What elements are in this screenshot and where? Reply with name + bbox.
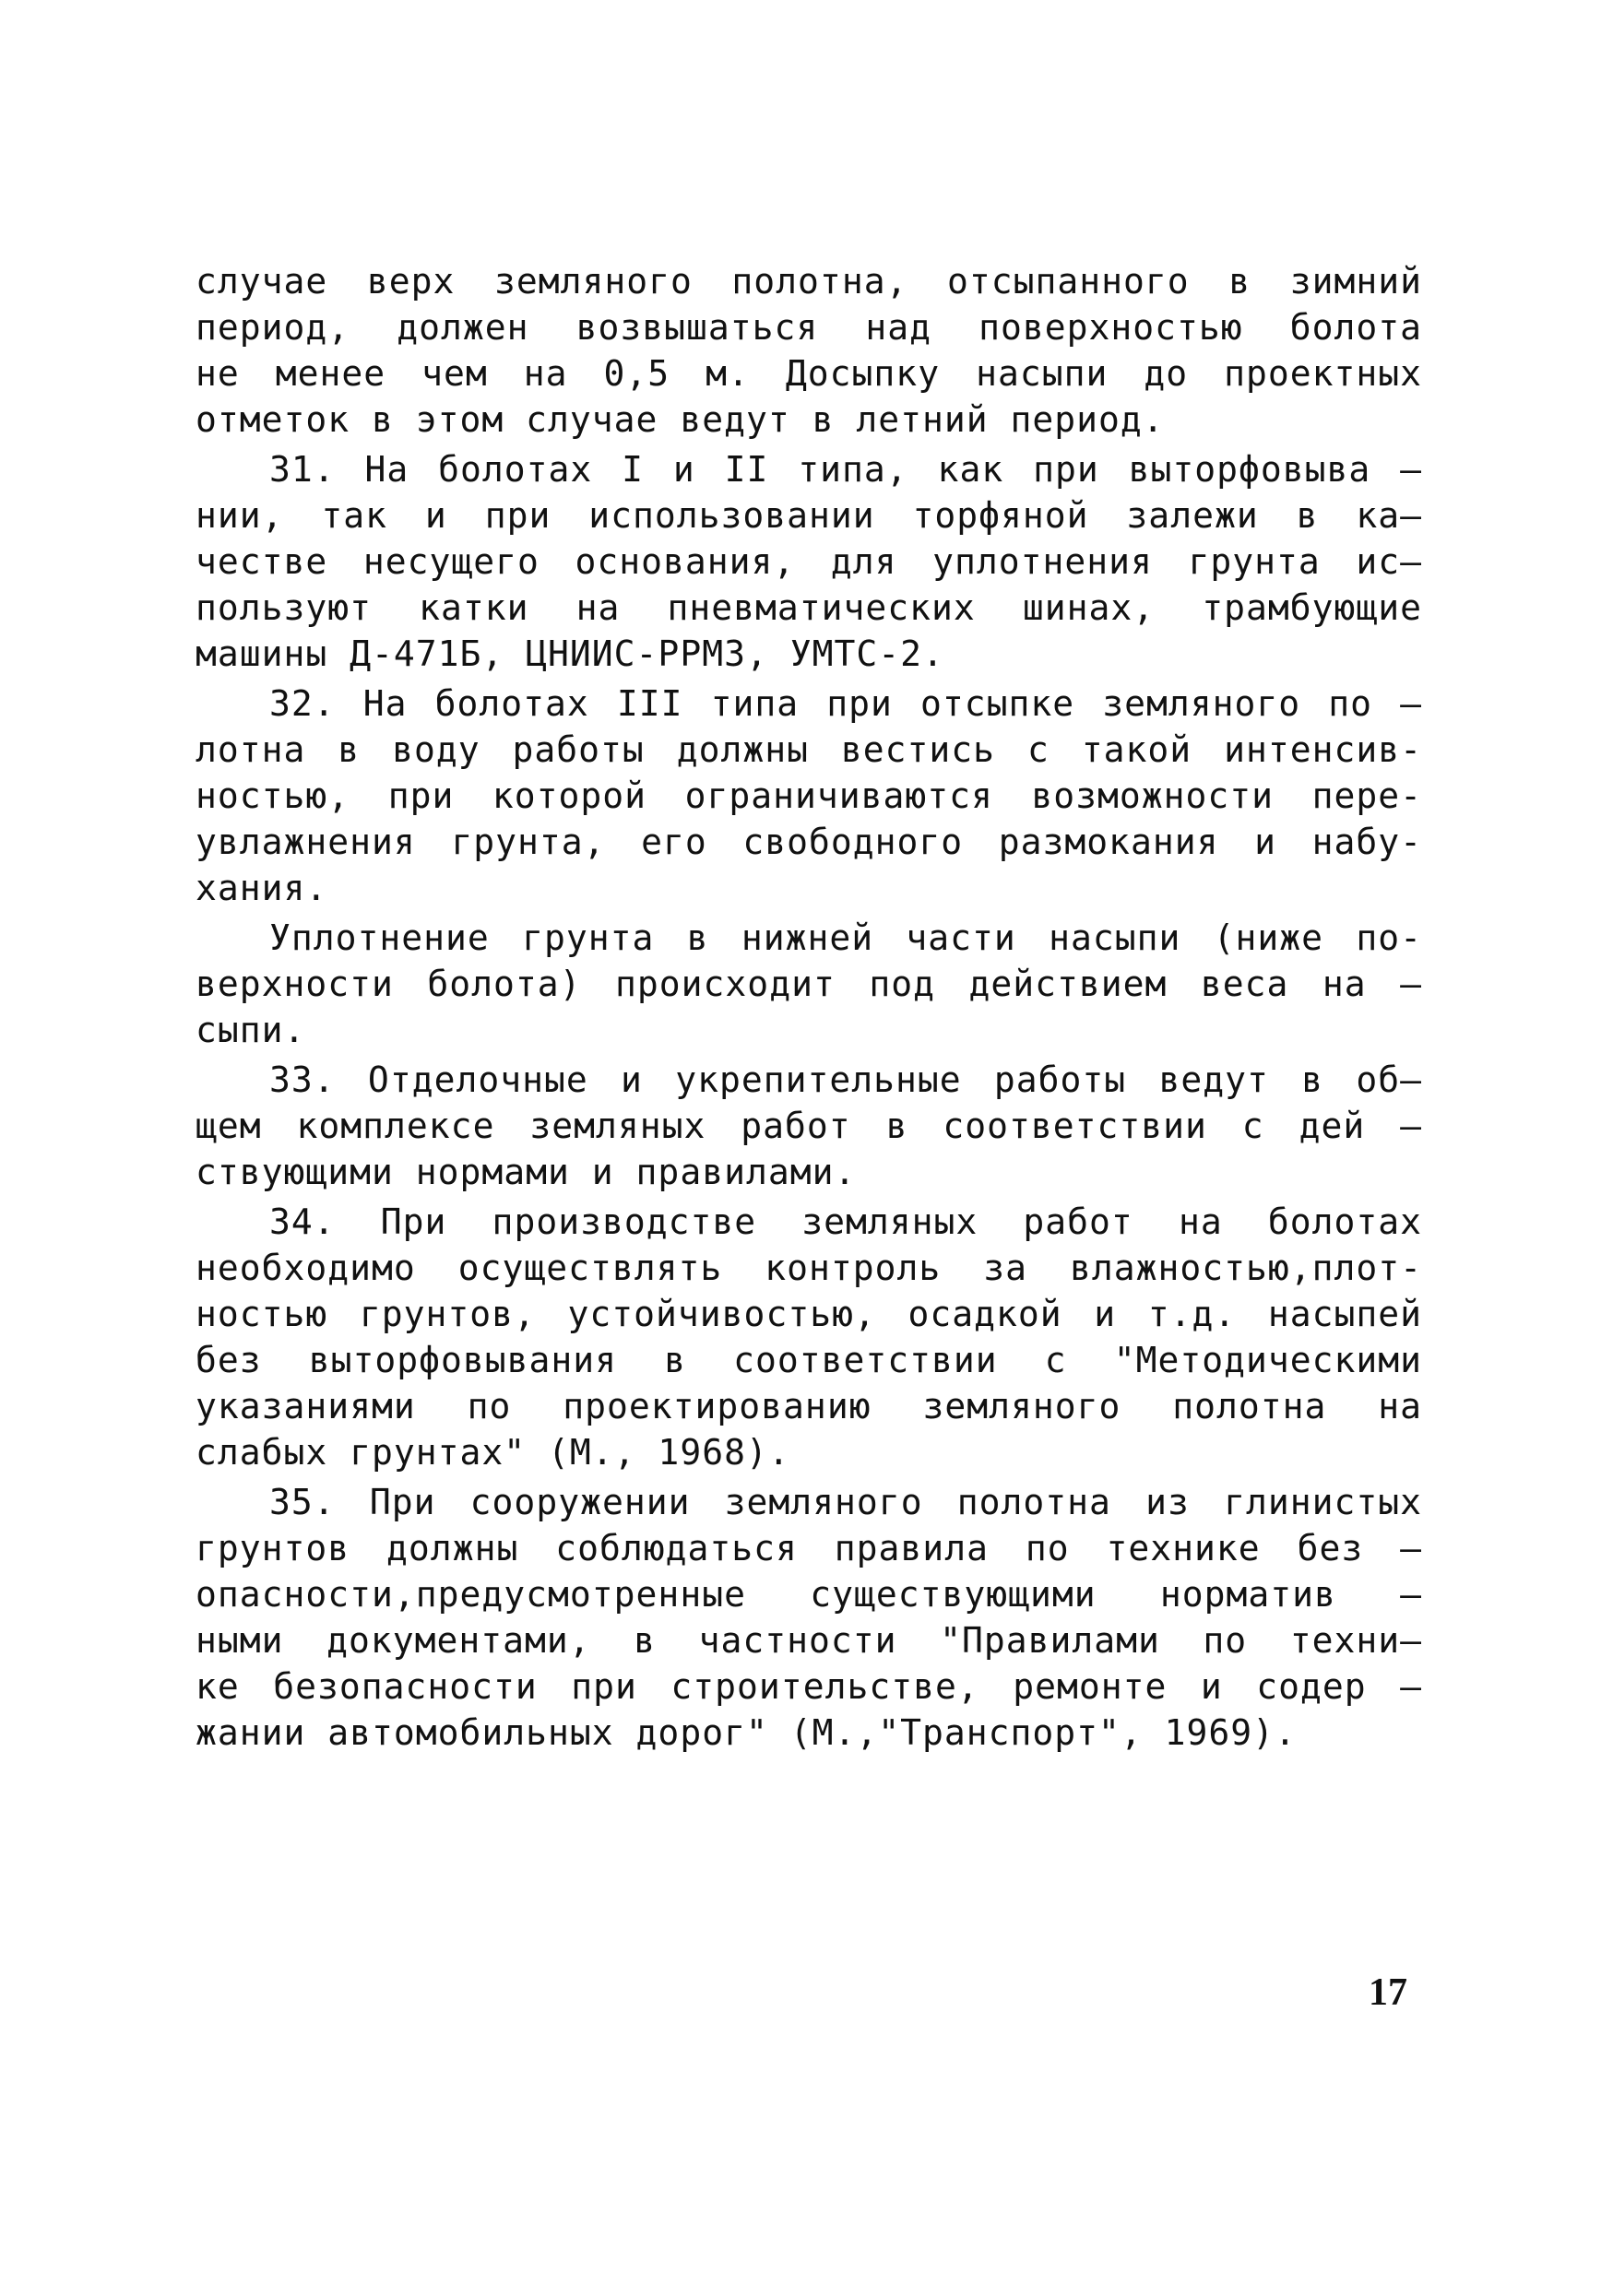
text-line: 34. При производстве земляных работ на болотах bbox=[269, 1201, 1422, 1242]
paragraph-33 bbox=[196, 1057, 1422, 1195]
text-line: пользуют катки на пневматических шинах, трамбующие bbox=[196, 587, 1422, 628]
text-line: 33. Отделочные и укрепительные работы ведут в об– bbox=[269, 1059, 1422, 1100]
text-line: жании автомобильных дорог" (М.,"Транспорт", 1969). bbox=[196, 1712, 1297, 1753]
text-line: грунтов должны соблюдаться правила по технике без – bbox=[196, 1528, 1422, 1568]
text-line: слабых грунтах" (М., 1968). bbox=[196, 1432, 790, 1473]
text-line: Уплотнение грунта в нижней части насыпи (ниже по- bbox=[269, 917, 1422, 958]
text-line: честве несущего основания, для уплотнения грунта ис– bbox=[196, 541, 1422, 582]
text-line: отметок в этом случае ведут в летний период. bbox=[196, 399, 1165, 440]
page-number: 17 bbox=[1369, 1971, 1407, 2014]
text-line: ствующими нормами и правилами. bbox=[196, 1152, 857, 1192]
text-line: указаниями по проектированию земляного полотна на bbox=[196, 1386, 1422, 1426]
text-line: лотна в воду работы должны вестись с такой интенсив- bbox=[196, 729, 1422, 770]
paragraph-35 bbox=[196, 1479, 1422, 1756]
text-line: 35. При сооружении земляного полотна из глинистых bbox=[269, 1482, 1422, 1522]
text-line: без выторфовывания в соответствии с "Методическими bbox=[196, 1340, 1422, 1380]
text-line: щем комплексе земляных работ в соответствии с дей – bbox=[196, 1106, 1422, 1146]
text-line: ными документами, в частности "Правилами по техни– bbox=[196, 1620, 1422, 1661]
paragraph-continuation bbox=[196, 258, 1422, 443]
text-line: период, должен возвышаться над поверхностью болота bbox=[196, 307, 1422, 348]
paragraph-compaction bbox=[196, 915, 1422, 1053]
text-line: 32. На болотах III типа при отсыпке земляного по – bbox=[269, 683, 1422, 724]
text-line: опасности,предусмотренные существующими норматив – bbox=[196, 1574, 1422, 1615]
text-line: верхности болота) происходит под действием веса на – bbox=[196, 964, 1422, 1004]
text-line: хания. bbox=[196, 868, 328, 908]
text-line: не менее чем на 0,5 м. Досыпку насыпи до проектных bbox=[196, 353, 1422, 394]
text-line: 31. На болотах I и II типа, как при выторфовыва – bbox=[269, 449, 1422, 490]
text-line: необходимо осуществлять контроль за влажностью,плот- bbox=[196, 1248, 1422, 1288]
paragraph-32 bbox=[196, 681, 1422, 911]
document-body bbox=[196, 258, 1422, 1759]
text-line: ностью грунтов, устойчивостью, осадкой и т.д. насыпей bbox=[196, 1294, 1422, 1334]
text-line: сыпи. bbox=[196, 1010, 306, 1050]
text-line: нии, так и при использовании торфяной залежи в ка– bbox=[196, 495, 1422, 536]
paragraph-31 bbox=[196, 446, 1422, 677]
text-line: случае верх земляного полотна, отсыпанного в зимний bbox=[196, 261, 1422, 302]
text-line: ностью, при которой ограничиваются возможности пере- bbox=[196, 775, 1422, 816]
text-line: увлажнения грунта, его свободного размокания и набу- bbox=[196, 822, 1422, 862]
paragraph-34 bbox=[196, 1199, 1422, 1475]
text-line: ке безопасности при строительстве, ремонте и содер – bbox=[196, 1666, 1422, 1707]
text-line: машины Д-471Б, ЦНИИС-РРМЗ, УМТС-2. bbox=[196, 633, 944, 674]
